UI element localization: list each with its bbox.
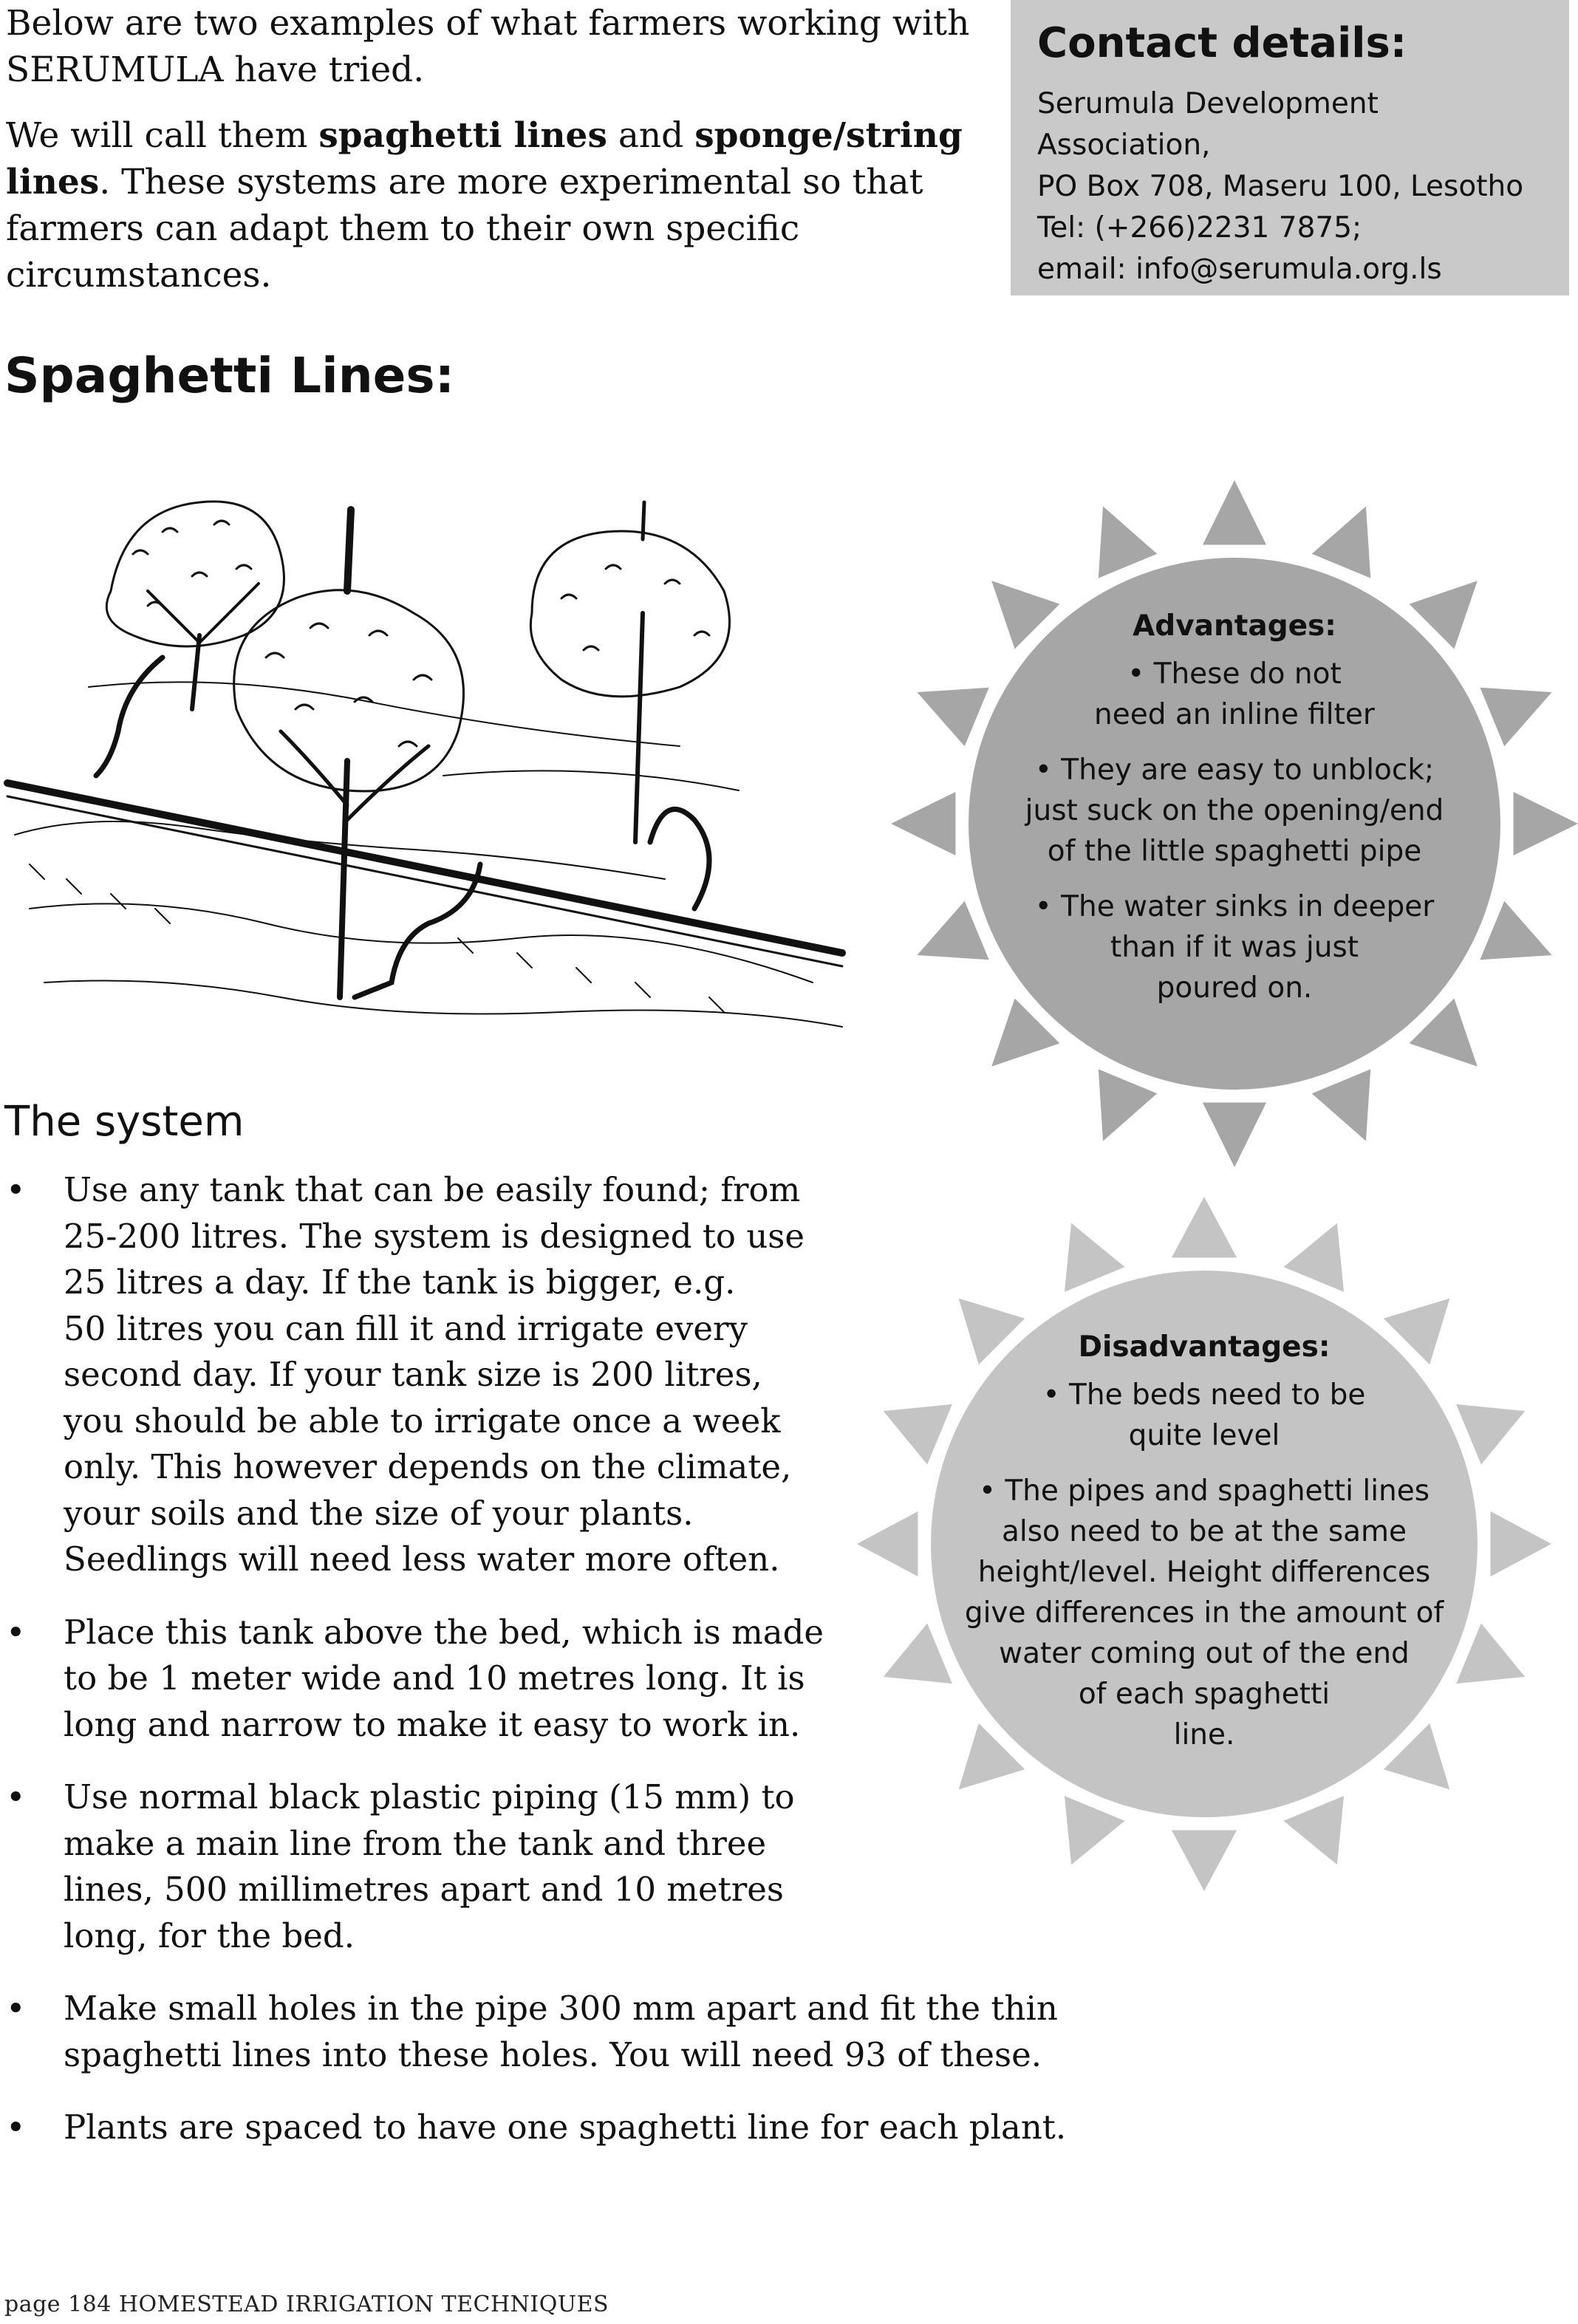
disadvantages-title: Disadvantages: bbox=[1078, 1330, 1331, 1364]
sun-ray bbox=[1172, 1830, 1237, 1891]
page-footer: page 184 HOMESTEAD IRRIGATION TECHNIQUES bbox=[4, 2291, 609, 2317]
contact-line: Serumula Development Association, bbox=[1037, 87, 1379, 162]
term-spaghetti-lines: spaghetti lines bbox=[318, 115, 607, 156]
sun-ray bbox=[1065, 1223, 1125, 1292]
bullet-marker: • bbox=[6, 1612, 26, 1652]
contact-email: email: info@serumula.org.ls bbox=[1037, 253, 1442, 286]
contact-line: PO Box 708, Maseru 100, Lesotho bbox=[1037, 170, 1524, 203]
intro-paragraph-2 bbox=[6, 112, 981, 298]
advantages-item: • The water sinks in deeper than if it was just poured on. bbox=[1034, 890, 1435, 1005]
list-item-text: Use any tank that can be easily found; from 25-200 litres. The system is designed to use 25 litres a day. If the tank is bigger, e.g. 50 litres you can fill it and irrigate every second day. If your tank size is 200 litres, you should be able to irrigate once a week only. This however depends on the climate, your soils and the size of your plants. Seedlings will need less water more often. bbox=[64, 1170, 805, 1579]
bullet-marker: • bbox=[6, 1989, 26, 2028]
sun-ray bbox=[1099, 1069, 1157, 1141]
sun-ray bbox=[891, 792, 955, 855]
sun-ray bbox=[1065, 1796, 1125, 1865]
contact-box bbox=[1011, 0, 1569, 295]
term-sponge-string-lines: sponge/string lines bbox=[6, 115, 963, 202]
sun-ray bbox=[1203, 480, 1266, 544]
list-item bbox=[0, 1167, 1066, 1583]
system-heading: The system bbox=[4, 1098, 245, 1146]
list-item-text: Use normal black plastic piping (15 mm) to make a main line from the tank and three lines, 500 millimetres apart and 10 metres long, for the bed. bbox=[64, 1777, 795, 1955]
sun-ray bbox=[1172, 1197, 1237, 1258]
intro-paragraph-1: Below are two examples of what farmers working with SERUMULA have tried. bbox=[6, 3, 970, 90]
intro-text-span: and bbox=[607, 115, 695, 156]
bullet-marker: • bbox=[6, 1777, 26, 1817]
disadvantages-item: • The beds need to be quite level bbox=[1042, 1378, 1366, 1452]
advantages-item: • These do not need an inline filter bbox=[1094, 657, 1375, 731]
list-item-text: Place this tank above the bed, which is made to be 1 meter wide and 10 metres long. It is long and narrow to make it easy to work in. bbox=[64, 1612, 824, 1744]
intro-text bbox=[6, 0, 981, 318]
advantages-text bbox=[965, 606, 1504, 1023]
disadvantages-item: • The pipes and spaghetti lines also need to be at the same height/level. Height differences give differences in the amount of water coming out of the end of each spaghetti line. bbox=[964, 1474, 1444, 1751]
intro-text-span: We will call them bbox=[6, 115, 319, 156]
advantages-item: • They are easy to unblock; just suck on the opening/end of the little spaghetti pipe bbox=[1025, 753, 1444, 868]
section-heading: Spaghetti Lines: bbox=[4, 347, 455, 404]
bullet-marker: • bbox=[6, 2108, 26, 2147]
contact-title: Contact details: bbox=[1037, 19, 1407, 67]
sun-ray bbox=[1514, 792, 1578, 855]
sun-ray bbox=[1203, 1103, 1266, 1167]
intro-text-span: . These systems are more experimental so that farmers can adapt them to their own specific circumstances. bbox=[6, 162, 923, 295]
list-item-text: Make small holes in the pipe 300 mm apart and fit the thin spaghetti lines into these holes. You will need 93 of these. bbox=[64, 1989, 1058, 2074]
list-item bbox=[0, 1774, 1066, 1959]
contact-line: Tel: (+266)2231 7875; bbox=[1037, 211, 1362, 245]
list-item bbox=[0, 1610, 1066, 1749]
sun-ray bbox=[1283, 1223, 1344, 1292]
advantages-title: Advantages: bbox=[1133, 609, 1336, 643]
list-item bbox=[0, 1986, 1066, 2078]
sun-ray bbox=[1099, 506, 1157, 578]
system-bullet-list bbox=[0, 1167, 1066, 2178]
sun-ray bbox=[1312, 1069, 1370, 1141]
list-item-text: Plants are spaced to have one spaghetti line for each plant. bbox=[64, 2108, 1067, 2147]
list-item bbox=[0, 2105, 1066, 2151]
bullet-marker: • bbox=[6, 1170, 26, 1209]
sun-ray bbox=[1490, 1511, 1551, 1576]
spaghetti-lines-illustration bbox=[0, 465, 857, 1056]
sun-ray bbox=[1312, 506, 1370, 578]
sun-ray bbox=[1283, 1796, 1344, 1865]
